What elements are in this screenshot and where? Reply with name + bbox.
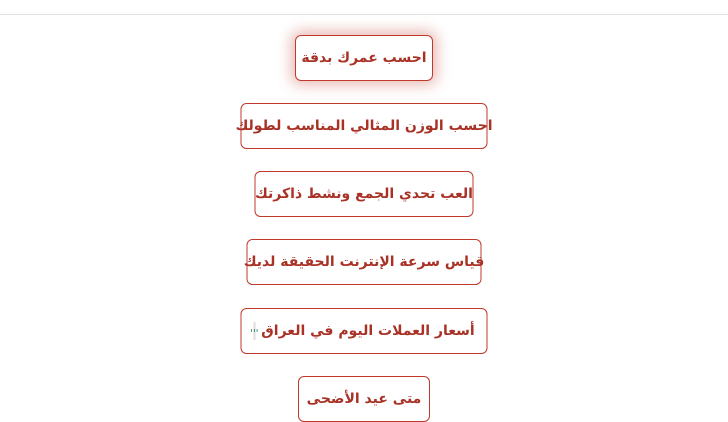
- ideal-weight-button[interactable]: [235, 103, 493, 149]
- internet-speed-label: قياس سرعة الإنترنت الحقيقة لديك: [243, 254, 485, 270]
- addition-challenge-label: العب تحدي الجمع ونشط ذاكرتك: [255, 186, 473, 202]
- eid-al-adha-label: متى عيد الأضحى: [306, 391, 422, 407]
- internet-speed-button[interactable]: [243, 239, 485, 285]
- currency-prices-label: أسعار العملات اليوم في العراق: [261, 323, 475, 339]
- eid-al-adha-button[interactable]: [298, 376, 430, 422]
- calculate-age-button[interactable]: [295, 35, 433, 81]
- calculate-age-label: احسب عمرك بدقة: [301, 50, 427, 66]
- ideal-weight-label: احسب الوزن المثالي المناسب لطولك: [235, 118, 493, 134]
- addition-challenge-button[interactable]: [255, 171, 474, 217]
- currency-prices-button[interactable]: [241, 308, 488, 354]
- iraq-flag-icon: ا ا ا: [253, 322, 255, 340]
